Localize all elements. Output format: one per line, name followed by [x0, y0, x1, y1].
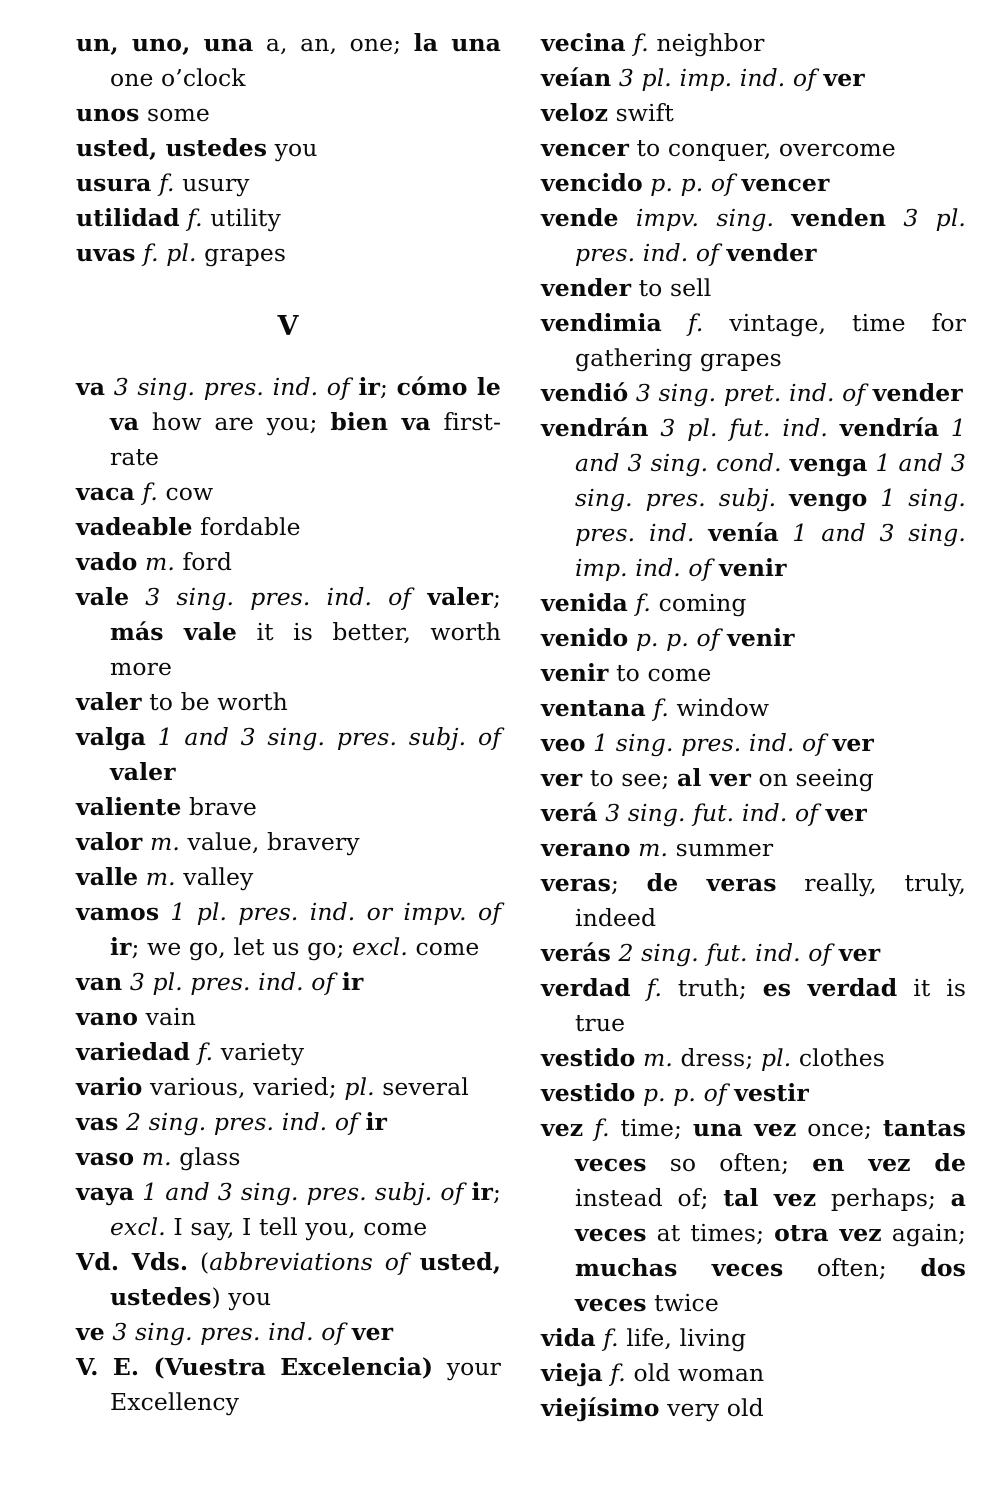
text-run: ) you — [211, 1283, 272, 1311]
grammar-label-run: f. — [661, 309, 704, 337]
text-run: ford — [174, 548, 233, 576]
text-run: on seeing — [750, 764, 874, 792]
dictionary-entry — [76, 131, 501, 166]
headword-or-bold-run: ve — [76, 1318, 105, 1346]
headword-or-bold-run: es verdad — [762, 974, 898, 1002]
headword-or-bold-run: veían — [541, 64, 612, 92]
grammar-label-run: f. — [595, 1324, 619, 1352]
headword-or-bold-run: valer — [110, 758, 176, 786]
dictionary-entry — [541, 26, 966, 61]
headword-or-bold-run: de veras — [646, 869, 777, 897]
text-run: instead of; — [575, 1184, 724, 1212]
headword-or-bold-run: venida — [541, 589, 628, 617]
headword-or-bold-run: más vale — [110, 618, 237, 646]
dictionary-entry — [76, 685, 501, 720]
headword-or-bold-run: ver — [541, 764, 583, 792]
text-run: usury — [174, 169, 250, 197]
headword-or-bold-run: a veces — [575, 1184, 966, 1247]
headword-or-bold-run: ir — [110, 933, 132, 961]
text-run: very old — [659, 1394, 764, 1422]
grammar-label-run: f. — [134, 478, 158, 506]
headword-or-bold-run: usted, ustedes — [76, 134, 268, 162]
dictionary-entry — [76, 545, 501, 580]
text-run: time; — [609, 1114, 693, 1142]
headword-or-bold-run: vencer — [741, 169, 830, 197]
headword-or-bold-run: vecina — [541, 29, 626, 57]
text-run: how are you; — [139, 408, 331, 436]
dictionary-entry — [76, 26, 501, 96]
grammar-label-run: f. — [583, 1114, 610, 1142]
headword-or-bold-run: vas — [76, 1108, 119, 1136]
text-run: variety — [213, 1038, 305, 1066]
text-run: first-rate — [110, 408, 501, 471]
dictionary-entry — [541, 1111, 966, 1321]
text-run: vintage, time for gathering grapes — [575, 309, 966, 372]
headword-or-bold-run: ir — [365, 1108, 387, 1136]
headword-or-bold-run: vaso — [76, 1143, 135, 1171]
headword-or-bold-run: vender — [541, 274, 632, 302]
grammar-label-run: abbreviations of — [209, 1248, 408, 1276]
headword-or-bold-run: viejísimo — [541, 1394, 660, 1422]
grammar-label-run: m. — [134, 1143, 172, 1171]
text-run: truth; — [662, 974, 763, 1002]
dictionary-entry — [541, 726, 966, 761]
text-run: valley — [175, 863, 254, 891]
text-run: ; — [379, 373, 397, 401]
headword-or-bold-run: vale — [76, 583, 130, 611]
text-run: one o’clock — [110, 64, 246, 92]
grammar-label-run: m. — [635, 1044, 673, 1072]
dictionary-entry — [76, 201, 501, 236]
text-run: really, truly, indeed — [575, 869, 966, 932]
dictionary-entry — [76, 510, 501, 545]
headword-or-bold-run: vendrán — [541, 414, 649, 442]
headword-or-bold-run: vieja — [541, 1359, 603, 1387]
dictionary-entry — [76, 475, 501, 510]
dictionary-entry — [76, 580, 501, 685]
dictionary-entry — [76, 790, 501, 825]
dictionary-entry — [76, 166, 501, 201]
text-run: life, living — [618, 1324, 747, 1352]
text-run: a, an, one; — [253, 29, 414, 57]
grammar-label-run: excl. — [110, 1213, 166, 1241]
dictionary-entry — [76, 895, 501, 965]
dictionary-entry — [541, 656, 966, 691]
headword-or-bold-run: vamos — [76, 898, 160, 926]
headword-or-bold-run: vende — [541, 204, 619, 232]
headword-or-bold-run: vendimia — [541, 309, 662, 337]
grammar-label-run: 3 sing. fut. ind. of — [597, 799, 826, 827]
dictionary-entry — [541, 831, 966, 866]
text-run: fordable — [192, 513, 301, 541]
headword-or-bold-run: vadeable — [76, 513, 193, 541]
headword-or-bold-run: uvas — [76, 239, 136, 267]
headword-or-bold-run: en vez de — [812, 1149, 966, 1177]
text-run: clothes — [791, 1044, 885, 1072]
headword-or-bold-run: muchas veces — [575, 1254, 784, 1282]
text-run: come — [407, 933, 480, 961]
headword-or-bold-run: V. E. (Vuestra Excelencia) — [76, 1353, 434, 1381]
dictionary-entry — [76, 1000, 501, 1035]
grammar-label-run: 1 pl. pres. ind. or impv. of — [159, 898, 501, 926]
text-run: window — [668, 694, 770, 722]
grammar-label-run: 3 sing. pres. ind. of — [129, 583, 428, 611]
headword-or-bold-run: vender — [872, 379, 963, 407]
grammar-label-run: f. — [151, 169, 175, 197]
text-run: some — [139, 99, 210, 127]
dictionary-entry — [541, 621, 966, 656]
headword-or-bold-run: vengo — [789, 484, 868, 512]
headword-or-bold-run: veras — [541, 869, 611, 897]
headword-or-bold-run: venir — [727, 624, 795, 652]
dictionary-entry — [541, 691, 966, 726]
dictionary-entry — [76, 720, 501, 790]
right-column — [541, 26, 966, 1426]
grammar-label-run: 1 sing. pres. ind. — [575, 484, 966, 547]
headword-or-bold-run: ir — [471, 1178, 493, 1206]
headword-or-bold-run: vencer — [541, 134, 629, 162]
text-run: at times; — [646, 1219, 775, 1247]
headword-or-bold-run: una vez — [692, 1114, 797, 1142]
headword-or-bold-run: cómo le va — [110, 373, 501, 436]
dictionary-entry — [76, 1175, 501, 1245]
headword-or-bold-run: vida — [541, 1324, 596, 1352]
dictionary-entry — [76, 825, 501, 860]
grammar-label-run: excl. — [352, 933, 408, 961]
headword-or-bold-run: vado — [76, 548, 138, 576]
dictionary-entry — [541, 376, 966, 411]
dictionary-entry — [541, 1321, 966, 1356]
headword-or-bold-run: ventana — [541, 694, 646, 722]
text-run: to see; — [582, 764, 677, 792]
headword-or-bold-run: venir — [719, 554, 787, 582]
headword-or-bold-run: vestido — [541, 1044, 636, 1072]
dictionary-entry — [541, 61, 966, 96]
headword-or-bold-run: ver — [832, 729, 874, 757]
grammar-label-run: f. — [645, 694, 669, 722]
grammar-label-run: m. — [142, 828, 180, 856]
dictionary-entry — [541, 201, 966, 271]
grammar-label-run: f. — [602, 1359, 626, 1387]
headword-or-bold-run: venden — [791, 204, 887, 232]
text-run: utility — [202, 204, 281, 232]
grammar-label-run: f. pl. — [135, 239, 197, 267]
headword-or-bold-run: valiente — [76, 793, 182, 821]
dictionary-entry — [76, 965, 501, 1000]
left-column — [76, 26, 501, 1426]
text-run: perhaps; — [816, 1184, 951, 1212]
headword-or-bold-run: vendió — [541, 379, 629, 407]
grammar-label-run: p. p. of — [642, 169, 742, 197]
text-run: old woman — [625, 1359, 765, 1387]
dictionary-entry — [541, 936, 966, 971]
headword-or-bold-run: vencido — [541, 169, 643, 197]
dictionary-entry — [76, 1105, 501, 1140]
dictionary-entry — [76, 1315, 501, 1350]
text-run: ( — [188, 1248, 210, 1276]
grammar-label-run: 1 sing. pres. ind. of — [585, 729, 833, 757]
headword-or-bold-run: vario — [76, 1073, 143, 1101]
headword-or-bold-run: verás — [541, 939, 611, 967]
dictionary-entry — [541, 586, 966, 621]
headword-or-bold-run: ver — [825, 799, 867, 827]
headword-or-bold-run: ir — [341, 968, 364, 996]
grammar-label-run: 3 sing. pres. ind. of — [104, 1318, 352, 1346]
text-run — [408, 1248, 420, 1276]
text-run: ; we go, let us go; — [131, 933, 353, 961]
text-run: ; — [492, 1178, 501, 1206]
headword-or-bold-run: ver — [838, 939, 881, 967]
text-run: so often; — [646, 1149, 813, 1177]
headword-or-bold-run: valle — [76, 863, 139, 891]
dictionary-entry — [76, 1245, 501, 1315]
text-run: value, bravery — [179, 828, 360, 856]
grammar-label-run: 1 and 3 sing. pres. subj. of — [134, 1178, 472, 1206]
dictionary-entry — [76, 1350, 501, 1420]
headword-or-bold-run: veloz — [541, 99, 609, 127]
headword-or-bold-run: valer — [76, 688, 142, 716]
headword-or-bold-run: ver — [823, 64, 865, 92]
dictionary-entry — [541, 131, 966, 166]
grammar-label-run: p. p. of — [628, 624, 728, 652]
headword-or-bold-run: va — [76, 373, 106, 401]
dictionary-entry — [541, 1041, 966, 1076]
text-run: several — [374, 1073, 469, 1101]
text-run: often; — [783, 1254, 921, 1282]
dictionary-entry — [76, 860, 501, 895]
dictionary-entry — [541, 166, 966, 201]
dictionary-entry — [76, 370, 501, 475]
grammar-label-run: 1 and 3 sing. pres. subj. — [575, 449, 966, 512]
grammar-label-run: 3 pl. imp. ind. of — [611, 64, 824, 92]
dictionary-entry — [76, 96, 501, 131]
headword-or-bold-run: utilidad — [76, 204, 180, 232]
text-run: brave — [181, 793, 257, 821]
grammar-label-run: 3 pl. fut. ind. — [648, 414, 840, 442]
headword-or-bold-run: vestir — [734, 1079, 809, 1107]
grammar-label-run: f. — [190, 1038, 214, 1066]
grammar-label-run: 1 and 3 sing. pres. subj. of — [145, 723, 501, 751]
grammar-label-run: 1 and 3 sing. cond. — [575, 414, 966, 477]
grammar-label-run: 3 pl. pres. ind. of — [122, 968, 342, 996]
dictionary-entry — [541, 971, 966, 1041]
text-run: I say, I tell you, come — [165, 1213, 428, 1241]
text-run: dress; — [672, 1044, 761, 1072]
text-run: cow — [157, 478, 214, 506]
text-run: to be worth — [141, 688, 288, 716]
text-run: vain — [138, 1003, 196, 1031]
headword-or-bold-run: al ver — [677, 764, 751, 792]
headword-or-bold-run: otra vez — [774, 1219, 882, 1247]
headword-or-bold-run: vender — [726, 239, 817, 267]
dictionary-entry — [541, 796, 966, 831]
dictionary-entry — [76, 1070, 501, 1105]
grammar-label-run: f. — [630, 974, 663, 1002]
dictionary-entry — [541, 866, 966, 936]
text-run: various, varied; — [142, 1073, 345, 1101]
grammar-label-run: 3 sing. pret. ind. of — [628, 379, 873, 407]
dictionary-entry — [541, 1391, 966, 1426]
headword-or-bold-run: vano — [76, 1003, 139, 1031]
text-run: to conquer, overcome — [628, 134, 896, 162]
grammar-label-run: 2 sing. pres. ind. of — [118, 1108, 366, 1136]
text-run: it is true — [575, 974, 966, 1037]
dictionary-entry — [76, 1035, 501, 1070]
grammar-label-run: f. — [179, 204, 203, 232]
dictionary-entry — [541, 271, 966, 306]
headword-or-bold-run: verdad — [541, 974, 631, 1002]
headword-or-bold-run: verano — [541, 834, 631, 862]
headword-or-bold-run: valor — [76, 828, 143, 856]
text-run: once; — [796, 1114, 883, 1142]
headword-or-bold-run: la una — [413, 29, 501, 57]
headword-or-bold-run: vestido — [541, 1079, 636, 1107]
text-run: twice — [646, 1289, 719, 1317]
section-letter-header: V — [277, 311, 300, 342]
headword-or-bold-run: un, uno, una — [76, 29, 254, 57]
headword-or-bold-run: unos — [76, 99, 140, 127]
text-run: ; — [492, 583, 501, 611]
grammar-label-run: m. — [630, 834, 669, 862]
grammar-label-run: 1 and 3 sing. imp. ind. of — [575, 519, 966, 582]
headword-or-bold-run: venga — [789, 449, 868, 477]
headword-or-bold-run: venido — [541, 624, 629, 652]
grammar-label-run: p. p. of — [635, 1079, 735, 1107]
headword-or-bold-run: usura — [76, 169, 152, 197]
headword-or-bold-run: vez — [541, 1114, 584, 1142]
dictionary-entry — [541, 306, 966, 376]
grammar-label-run: 3 pl. pres. ind. of — [575, 204, 967, 267]
grammar-label-run: 3 sing. pres. ind. of — [105, 373, 359, 401]
text-run: neighbor — [648, 29, 765, 57]
headword-or-bold-run: usted, ustedes — [110, 1248, 501, 1311]
dictionary-entry — [541, 96, 966, 131]
headword-or-bold-run: vaca — [76, 478, 135, 506]
text-run: ; — [610, 869, 647, 897]
grammar-label-run: pl. — [344, 1073, 375, 1101]
text-run: to sell — [631, 274, 712, 302]
headword-or-bold-run: dos veces — [575, 1254, 966, 1317]
headword-or-bold-run: bien va — [330, 408, 431, 436]
text-run: swift — [608, 99, 674, 127]
headword-or-bold-run: veo — [541, 729, 586, 757]
dictionary-entry — [541, 761, 966, 796]
dictionary-entry — [541, 1076, 966, 1111]
text-run: you — [267, 134, 318, 162]
text-run: again; — [881, 1219, 967, 1247]
headword-or-bold-run: venir — [541, 659, 609, 687]
text-run: to come — [608, 659, 712, 687]
text-run: your Excellency — [110, 1353, 501, 1416]
headword-or-bold-run: vendría — [839, 414, 940, 442]
headword-or-bold-run: variedad — [76, 1038, 191, 1066]
grammar-label-run: m. — [138, 863, 176, 891]
headword-or-bold-run: vaya — [76, 1178, 135, 1206]
headword-or-bold-run: tal vez — [723, 1184, 817, 1212]
headword-or-bold-run: verá — [541, 799, 598, 827]
text-run: coming — [651, 589, 747, 617]
grammar-label-run: f. — [627, 589, 651, 617]
grammar-label-run: 2 sing. fut. ind. of — [610, 939, 839, 967]
dictionary-entry — [76, 1140, 501, 1175]
grammar-label-run: f. — [625, 29, 649, 57]
dictionary-entry — [541, 411, 966, 586]
grammar-label-run: m. — [137, 548, 175, 576]
dictionary-entry — [76, 236, 501, 271]
headword-or-bold-run: van — [76, 968, 123, 996]
text-run: glass — [171, 1143, 241, 1171]
headword-or-bold-run: ir — [358, 373, 380, 401]
grammar-label-run: pl. — [760, 1044, 792, 1072]
headword-or-bold-run: tantas veces — [575, 1114, 966, 1177]
text-run: summer — [668, 834, 774, 862]
headword-or-bold-run: valga — [76, 723, 146, 751]
headword-or-bold-run: ver — [351, 1318, 394, 1346]
headword-or-bold-run: venía — [708, 519, 779, 547]
headword-or-bold-run: valer — [427, 583, 493, 611]
grammar-label-run: impv. sing. — [618, 204, 792, 232]
text-run: grapes — [196, 239, 287, 267]
dictionary-entry — [541, 1356, 966, 1391]
text-run: it is better, worth more — [110, 618, 501, 681]
headword-or-bold-run: Vd. Vds. — [76, 1248, 189, 1276]
